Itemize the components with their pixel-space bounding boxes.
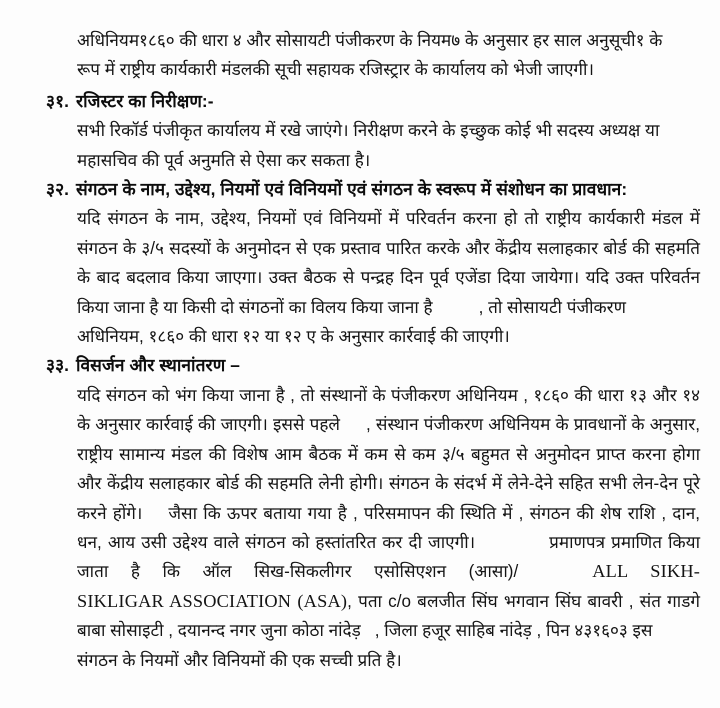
paragraph-line: रूप में राष्ट्रीय कार्यकारी मंडलकी सूची सहायक रजिस्ट्रार के कार्यालय को भेजी जाएगी। — [77, 60, 594, 80]
section-33-number: ३३. — [46, 355, 70, 376]
paragraph-line: महासचिव की पूर्व अनुमति से ऐसा कर सकता है। — [77, 150, 371, 170]
paragraph-line: सहमति के बाद बदलाव किया जाएगा। उक्त बैठक से पन्द्रह दिन पूर्व एजेंडा दिया जायेगा। यदि उक्त — [77, 238, 701, 288]
paragraph-line: जैसा कि ऊपर बताया गया है , परिसमापन की स्थिति में , संगठन की — [168, 503, 594, 523]
paragraph-line: करना होगा और केंद्रीय सलाहकार बोर्ड की सहमति लेनी होगी। संगठन के संदर्भ में लेने-देने सहित — [77, 444, 701, 494]
paragraph-line: संगठन के ३/५ सदस्यों के अनुमोदन से एक प्रस्ताव पारित करके और केंद्रीय सलाहकार बोर्ड की — [77, 238, 650, 258]
paragraph-line: अनुसार, राष्ट्रीय सामान्य मंडल की विशेष आम बैठक में कम से कम ३/५ बहुमत से अनुमोदन प्राप्त — [77, 415, 701, 464]
section-32-number: ३२. — [46, 179, 70, 200]
organization-name-latin-line1: ALL SIKH- — [592, 561, 701, 582]
section-31 — [46, 87, 712, 175]
section-32-title: संगठन के नाम, उद्देश्य, नियमों एवं विनियमों एवं संगठन के स्वरूप में संशोधन का प्रावधान: — [76, 179, 628, 200]
paragraph-line: १४ के अनुसार कार्रवाई की जाएगी। इससे पहले — [77, 385, 700, 435]
section-31-title: रजिस्टर का निरीक्षण:- — [76, 90, 214, 111]
section-32-heading — [46, 175, 712, 204]
section-31-body — [46, 116, 712, 175]
section-31-heading — [46, 87, 712, 116]
section-32 — [46, 175, 712, 351]
certificate-heading: प्रमाणपत्र — [549, 532, 606, 552]
section-33-heading — [46, 351, 712, 380]
section-33-body — [46, 381, 712, 675]
paragraph-line: प्रमाणित किया जाता है कि ऑल सिख-सिकलीगर एसोसिएशन (आसा)/ — [77, 532, 700, 582]
paragraph-line: यदि संगठन के नाम, उद्देश्य, नियमों एवं विनियमों में परिवर्तन करना हो तो राष्ट्रीय कार्यकारी मंडल में — [77, 209, 700, 229]
section-31-number: ३१. — [46, 90, 70, 111]
paragraph-line: अधिनियम, १८६० की धारा १२ या १२ ए के अनुसार कार्रवाई की जाएगी। — [77, 327, 510, 347]
paragraph-line: , पता c/o बलजीत सिंघ भगवान सिंघ बावरी , संत गाडगे — [347, 591, 700, 611]
paragraph-line: अधिनियम१८६० की धारा ४ और सोसायटी पंजीकरण के नियम७ के अनुसार हर साल अनुसूची१ के — [77, 31, 663, 50]
organization-name-latin-line2: SIKLIGAR ASSOCIATION (ASA) — [77, 590, 348, 611]
paragraph-line: शेष राशि , दान, धन, आय उसी उद्देश्य वाले संगठन को हस्तांतरित कर दी जाएगी। — [77, 503, 701, 552]
section-33 — [46, 351, 712, 674]
paragraph-line: सभी लेन-देन पूरे करने होंगे। — [77, 474, 701, 523]
paragraph-line: सभी रिकॉर्ड पंजीकृत कार्यालय में रखे जाएंगे। निरीक्षण करने के इच्छुक कोई भी सदस्य अध्यक्ष या — [77, 121, 660, 141]
paragraph-line: यदि संगठन को भंग किया जाना है , तो संस्थानों के पंजीकरण अधिनियम , १८६० की धारा १३ और — [77, 385, 677, 405]
paragraph-line: , संस्थान पंजीकरण अधिनियम के प्रावधानों के — [366, 415, 645, 435]
paragraph-line: परिवर्तन किया जाना है या किसी दो संगठनों का विलय किया जाना है — [77, 268, 701, 317]
paragraph-line: , जिला हजूर साहिब नांदेड़ , पिन ४३१६०३ इस — [374, 621, 653, 641]
paragraph-line: , तो सोसायटी पंजीकरण — [478, 297, 627, 317]
section-33-title: विसर्जन और स्थानांतरण – — [76, 355, 240, 376]
section-32-body — [46, 204, 712, 351]
paragraph-line: बाबा सोसाइटी , दयानन्द नगर जुना कोठा नांदेड़ — [77, 621, 361, 641]
continued-paragraph — [46, 26, 712, 85]
paragraph-line: संगठन के नियमों और विनियमों की एक सच्ची प्रति है। — [77, 650, 402, 670]
